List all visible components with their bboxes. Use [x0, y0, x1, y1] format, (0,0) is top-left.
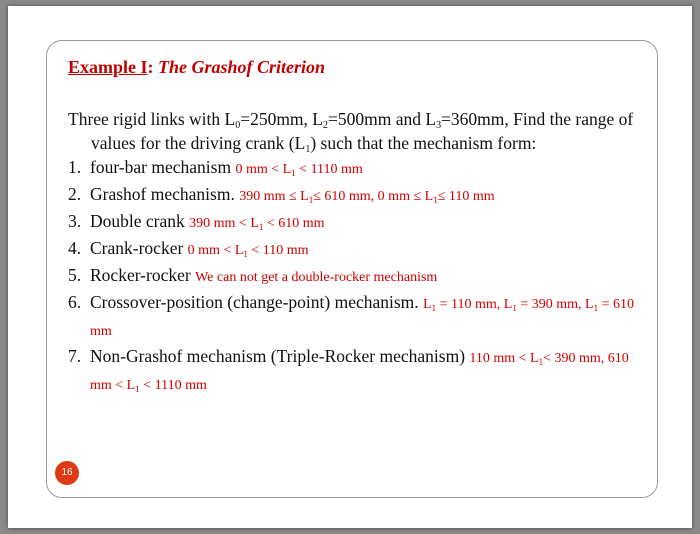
- item-number: 1.: [68, 157, 82, 177]
- list-item: [68, 209, 652, 236]
- item-label: Grashof mechanism.: [90, 184, 235, 204]
- intro-text: =250mm, L: [240, 109, 323, 129]
- item-label: Crossover-position (change-point) mechanism.: [90, 292, 419, 312]
- item-number: 6.: [68, 292, 82, 312]
- list-item: [68, 155, 652, 182]
- intro-text: Three rigid links with L: [68, 109, 236, 129]
- question-list: [68, 155, 652, 398]
- list-item: [68, 263, 652, 290]
- title-criterion: The Grashof Criterion: [158, 57, 326, 77]
- intro-text: =360mm, Find the range of values for the driving crank (L: [91, 109, 634, 153]
- answer: 0 mm < $L_1 < 110$ mm: [187, 243, 309, 259]
- answer: $L_1 = 110$ mm, $L_1 = 390$ mm, $L_1 = 610$ mm: [90, 297, 634, 339]
- answer: We can not get a double-rocker mechanism: [195, 270, 438, 285]
- item-number: 5.: [68, 265, 82, 285]
- list-item: [68, 344, 652, 398]
- item-label: Non-Grashof mechanism (Triple-Rocker mechanism): [90, 346, 466, 366]
- slide-number-badge: 16: [55, 461, 79, 485]
- problem-statement: [68, 107, 652, 155]
- subscript: 3: [436, 120, 442, 131]
- answer: 390 mm ≤ $L_1\le 610$ mm, 0 mm ≤ $L_1\le 110$ mm: [239, 189, 495, 205]
- list-item: [68, 182, 652, 209]
- item-number: 4.: [68, 238, 82, 258]
- intro-text: =500mm and L: [328, 109, 437, 129]
- example-label: Example I: [68, 57, 148, 77]
- item-label: four-bar mechanism: [90, 157, 232, 177]
- intro-text: ) such that the mechanism form:: [310, 133, 537, 153]
- answer: 390 mm < $L_1 < 610$ mm: [189, 216, 325, 232]
- item-number: 3.: [68, 211, 82, 231]
- item-number: 2.: [68, 184, 82, 204]
- subscript: 0: [235, 120, 241, 131]
- list-item: [68, 236, 652, 263]
- item-label: Double crank: [90, 211, 185, 231]
- list-item: [68, 290, 652, 344]
- title-colon: :: [147, 57, 159, 77]
- slide-title: [68, 57, 325, 78]
- slide-content: [68, 107, 652, 398]
- item-number: 7.: [68, 346, 82, 366]
- item-label: Crank-rocker: [90, 238, 184, 258]
- subscript: 1: [305, 144, 311, 155]
- answer: 110 mm < $L_1< 390$ mm, 610 mm < $L_1 < 1110$ mm: [90, 351, 629, 394]
- slide: [46, 40, 658, 498]
- subscript: 2: [323, 120, 328, 131]
- document-page: [8, 6, 692, 528]
- item-label: Rocker-rocker: [90, 265, 191, 285]
- answer: 0 mm < $L_1 < 1110$ mm: [235, 162, 363, 178]
